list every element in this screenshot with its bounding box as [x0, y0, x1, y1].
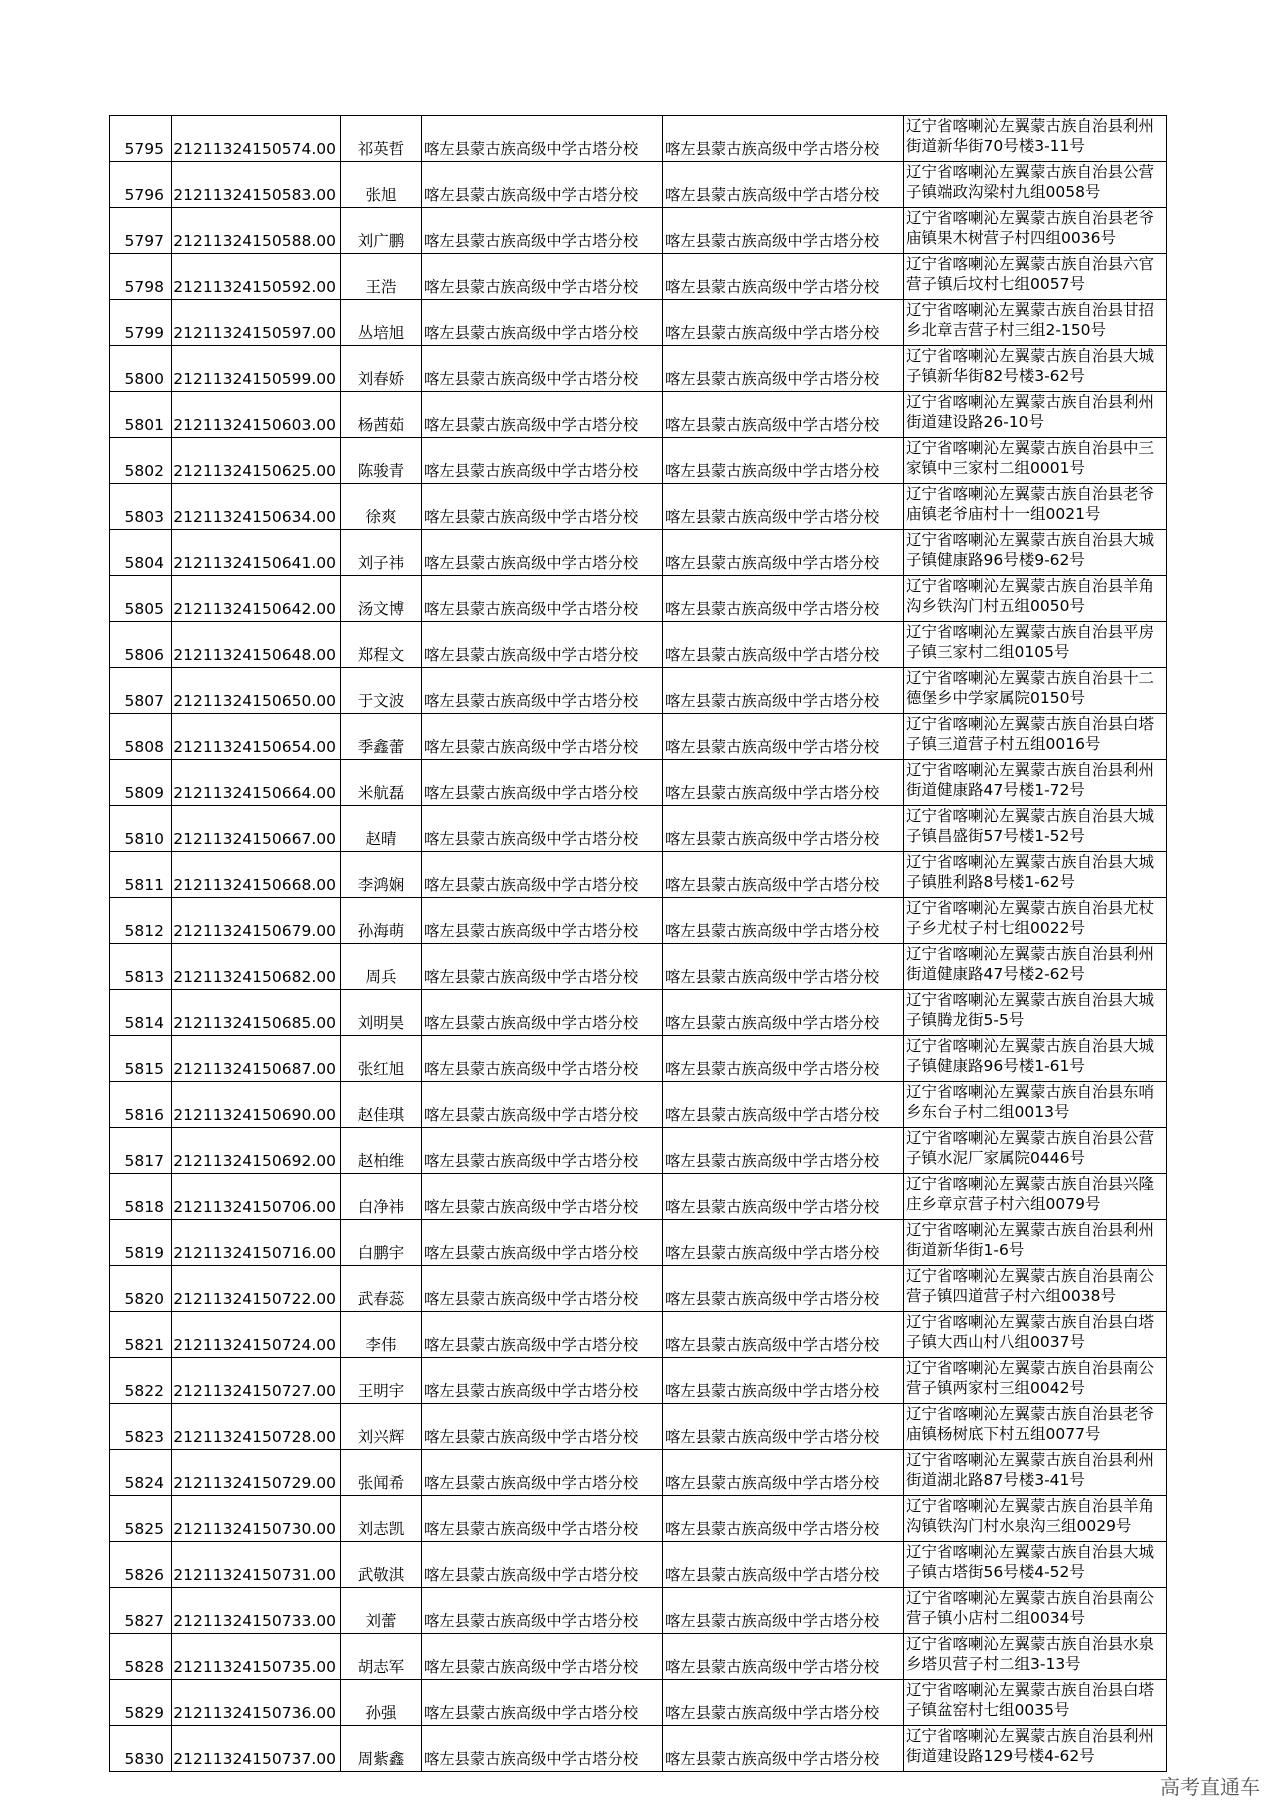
- graduating-school-cell: 喀左县蒙古族高级中学古塔分校: [422, 852, 663, 898]
- graduating-school-cell: 喀左县蒙古族高级中学古塔分校: [422, 1404, 663, 1450]
- address-cell: 辽宁省喀喇沁左翼蒙古族自治县甘招乡北章吉营子村三组2-150号: [904, 300, 1167, 346]
- graduating-school-cell: 喀左县蒙古族高级中学古塔分校: [422, 162, 663, 208]
- seq-cell: 5800: [110, 346, 172, 392]
- exam-id-cell: 21211324150641.00: [172, 530, 341, 576]
- seq-cell: 5805: [110, 576, 172, 622]
- graduating-school-cell: 喀左县蒙古族高级中学古塔分校: [422, 1588, 663, 1634]
- student-name-cell: 武敬淇: [341, 1542, 422, 1588]
- exam-id-cell: 21211324150733.00: [172, 1588, 341, 1634]
- admitted-school-cell: 喀左县蒙古族高级中学古塔分校: [663, 852, 904, 898]
- admitted-school-cell: 喀左县蒙古族高级中学古塔分校: [663, 208, 904, 254]
- admitted-school-cell: 喀左县蒙古族高级中学古塔分校: [663, 944, 904, 990]
- exam-id-cell: 21211324150731.00: [172, 1542, 341, 1588]
- exam-id-cell: 21211324150722.00: [172, 1266, 341, 1312]
- graduating-school-cell: 喀左县蒙古族高级中学古塔分校: [422, 1542, 663, 1588]
- admitted-school-cell: 喀左县蒙古族高级中学古塔分校: [663, 990, 904, 1036]
- student-name-cell: 刘春娇: [341, 346, 422, 392]
- address-cell: 辽宁省喀喇沁左翼蒙古族自治县公营子镇端政沟梁村九组0058号: [904, 162, 1167, 208]
- student-name-cell: 刘兴辉: [341, 1404, 422, 1450]
- graduating-school-cell: 喀左县蒙古族高级中学古塔分校: [422, 1726, 663, 1772]
- seq-cell: 5810: [110, 806, 172, 852]
- graduating-school-cell: 喀左县蒙古族高级中学古塔分校: [422, 1082, 663, 1128]
- student-name-cell: 赵柏维: [341, 1128, 422, 1174]
- exam-id-cell: 21211324150727.00: [172, 1358, 341, 1404]
- table-row: [110, 990, 1167, 1036]
- exam-id-cell: 21211324150730.00: [172, 1496, 341, 1542]
- admitted-school-cell: 喀左县蒙古族高级中学古塔分校: [663, 530, 904, 576]
- graduating-school-cell: 喀左县蒙古族高级中学古塔分校: [422, 668, 663, 714]
- graduating-school-cell: 喀左县蒙古族高级中学古塔分校: [422, 714, 663, 760]
- seq-cell: 5802: [110, 438, 172, 484]
- seq-cell: 5808: [110, 714, 172, 760]
- graduating-school-cell: 喀左县蒙古族高级中学古塔分校: [422, 944, 663, 990]
- admitted-school-cell: 喀左县蒙古族高级中学古塔分校: [663, 1174, 904, 1220]
- table-row: [110, 438, 1167, 484]
- admitted-school-cell: 喀左县蒙古族高级中学古塔分校: [663, 1680, 904, 1726]
- admitted-school-cell: 喀左县蒙古族高级中学古塔分校: [663, 116, 904, 162]
- student-name-cell: 李鸿娴: [341, 852, 422, 898]
- table-row: [110, 668, 1167, 714]
- exam-id-cell: 21211324150737.00: [172, 1726, 341, 1772]
- student-name-cell: 刘广鹏: [341, 208, 422, 254]
- table-row: [110, 1634, 1167, 1680]
- exam-id-cell: 21211324150687.00: [172, 1036, 341, 1082]
- graduating-school-cell: 喀左县蒙古族高级中学古塔分校: [422, 300, 663, 346]
- table-row: [110, 898, 1167, 944]
- graduating-school-cell: 喀左县蒙古族高级中学古塔分校: [422, 346, 663, 392]
- address-cell: 辽宁省喀喇沁左翼蒙古族自治县利州街道健康路47号楼2-62号: [904, 944, 1167, 990]
- table-row: [110, 1036, 1167, 1082]
- address-cell: 辽宁省喀喇沁左翼蒙古族自治县六官营子镇后坟村七组0057号: [904, 254, 1167, 300]
- seq-cell: 5799: [110, 300, 172, 346]
- admitted-school-cell: 喀左县蒙古族高级中学古塔分校: [663, 1220, 904, 1266]
- address-cell: 辽宁省喀喇沁左翼蒙古族自治县老爷庙镇老爷庙村十一组0021号: [904, 484, 1167, 530]
- table-row: [110, 1358, 1167, 1404]
- student-name-cell: 刘志凯: [341, 1496, 422, 1542]
- student-name-cell: 祁英哲: [341, 116, 422, 162]
- exam-id-cell: 21211324150692.00: [172, 1128, 341, 1174]
- admitted-school-cell: 喀左县蒙古族高级中学古塔分校: [663, 1358, 904, 1404]
- graduating-school-cell: 喀左县蒙古族高级中学古塔分校: [422, 116, 663, 162]
- student-name-cell: 王明宇: [341, 1358, 422, 1404]
- exam-id-cell: 21211324150736.00: [172, 1680, 341, 1726]
- graduating-school-cell: 喀左县蒙古族高级中学古塔分校: [422, 898, 663, 944]
- graduating-school-cell: 喀左县蒙古族高级中学古塔分校: [422, 530, 663, 576]
- student-name-cell: 赵晴: [341, 806, 422, 852]
- table-row: [110, 622, 1167, 668]
- exam-id-cell: 21211324150634.00: [172, 484, 341, 530]
- admitted-school-cell: 喀左县蒙古族高级中学古塔分校: [663, 1082, 904, 1128]
- graduating-school-cell: 喀左县蒙古族高级中学古塔分校: [422, 1680, 663, 1726]
- seq-cell: 5809: [110, 760, 172, 806]
- student-name-cell: 赵佳琪: [341, 1082, 422, 1128]
- table-body: [110, 116, 1167, 1772]
- seq-cell: 5811: [110, 852, 172, 898]
- table-row: [110, 1404, 1167, 1450]
- seq-cell: 5796: [110, 162, 172, 208]
- table-row: [110, 944, 1167, 990]
- exam-id-cell: 21211324150667.00: [172, 806, 341, 852]
- graduating-school-cell: 喀左县蒙古族高级中学古塔分校: [422, 1128, 663, 1174]
- seq-cell: 5801: [110, 392, 172, 438]
- address-cell: 辽宁省喀喇沁左翼蒙古族自治县南公营子镇四道营子村六组0038号: [904, 1266, 1167, 1312]
- graduating-school-cell: 喀左县蒙古族高级中学古塔分校: [422, 806, 663, 852]
- seq-cell: 5825: [110, 1496, 172, 1542]
- address-cell: 辽宁省喀喇沁左翼蒙古族自治县大城子镇新华街82号楼3-62号: [904, 346, 1167, 392]
- seq-cell: 5815: [110, 1036, 172, 1082]
- exam-id-cell: 21211324150597.00: [172, 300, 341, 346]
- admitted-school-cell: 喀左县蒙古族高级中学古塔分校: [663, 484, 904, 530]
- graduating-school-cell: 喀左县蒙古族高级中学古塔分校: [422, 1174, 663, 1220]
- admitted-school-cell: 喀左县蒙古族高级中学古塔分校: [663, 254, 904, 300]
- table-row: [110, 714, 1167, 760]
- admitted-school-cell: 喀左县蒙古族高级中学古塔分校: [663, 346, 904, 392]
- table-row: [110, 392, 1167, 438]
- table-row: [110, 1542, 1167, 1588]
- table-row: [110, 530, 1167, 576]
- seq-cell: 5812: [110, 898, 172, 944]
- table-row: [110, 1588, 1167, 1634]
- seq-cell: 5823: [110, 1404, 172, 1450]
- admitted-school-cell: 喀左县蒙古族高级中学古塔分校: [663, 1634, 904, 1680]
- graduating-school-cell: 喀左县蒙古族高级中学古塔分校: [422, 576, 663, 622]
- graduating-school-cell: 喀左县蒙古族高级中学古塔分校: [422, 1036, 663, 1082]
- exam-id-cell: 21211324150679.00: [172, 898, 341, 944]
- exam-id-cell: 21211324150642.00: [172, 576, 341, 622]
- table-row: [110, 576, 1167, 622]
- seq-cell: 5797: [110, 208, 172, 254]
- seq-cell: 5830: [110, 1726, 172, 1772]
- address-cell: 辽宁省喀喇沁左翼蒙古族自治县兴隆庄乡章京营子村六组0079号: [904, 1174, 1167, 1220]
- seq-cell: 5827: [110, 1588, 172, 1634]
- table-row: [110, 1174, 1167, 1220]
- address-cell: 辽宁省喀喇沁左翼蒙古族自治县南公营子镇小店村二组0034号: [904, 1588, 1167, 1634]
- address-cell: 辽宁省喀喇沁左翼蒙古族自治县大城子镇健康路96号楼9-62号: [904, 530, 1167, 576]
- admitted-school-cell: 喀左县蒙古族高级中学古塔分校: [663, 1496, 904, 1542]
- exam-id-cell: 21211324150599.00: [172, 346, 341, 392]
- exam-id-cell: 21211324150592.00: [172, 254, 341, 300]
- student-name-cell: 陈骏青: [341, 438, 422, 484]
- table-row: [110, 1266, 1167, 1312]
- admitted-school-cell: 喀左县蒙古族高级中学古塔分校: [663, 1266, 904, 1312]
- address-cell: 辽宁省喀喇沁左翼蒙古族自治县老爷庙镇杨树底下村五组0077号: [904, 1404, 1167, 1450]
- admitted-school-cell: 喀左县蒙古族高级中学古塔分校: [663, 622, 904, 668]
- seq-cell: 5826: [110, 1542, 172, 1588]
- exam-id-cell: 21211324150728.00: [172, 1404, 341, 1450]
- student-name-cell: 刘子祎: [341, 530, 422, 576]
- table-row: [110, 346, 1167, 392]
- graduating-school-cell: 喀左县蒙古族高级中学古塔分校: [422, 760, 663, 806]
- student-name-cell: 李伟: [341, 1312, 422, 1358]
- student-table: [109, 115, 1167, 1772]
- student-name-cell: 张红旭: [341, 1036, 422, 1082]
- graduating-school-cell: 喀左县蒙古族高级中学古塔分校: [422, 1220, 663, 1266]
- exam-id-cell: 21211324150648.00: [172, 622, 341, 668]
- seq-cell: 5803: [110, 484, 172, 530]
- seq-cell: 5817: [110, 1128, 172, 1174]
- exam-id-cell: 21211324150706.00: [172, 1174, 341, 1220]
- address-cell: 辽宁省喀喇沁左翼蒙古族自治县平房子镇三家村二组0105号: [904, 622, 1167, 668]
- address-cell: 辽宁省喀喇沁左翼蒙古族自治县大城子镇昌盛街57号楼1-52号: [904, 806, 1167, 852]
- admitted-school-cell: 喀左县蒙古族高级中学古塔分校: [663, 438, 904, 484]
- student-name-cell: 刘蕾: [341, 1588, 422, 1634]
- admitted-school-cell: 喀左县蒙古族高级中学古塔分校: [663, 1312, 904, 1358]
- address-cell: 辽宁省喀喇沁左翼蒙古族自治县羊角沟镇铁沟门村水泉沟三组0029号: [904, 1496, 1167, 1542]
- graduating-school-cell: 喀左县蒙古族高级中学古塔分校: [422, 438, 663, 484]
- address-cell: 辽宁省喀喇沁左翼蒙古族自治县大城子镇胜利路8号楼1-62号: [904, 852, 1167, 898]
- admitted-school-cell: 喀左县蒙古族高级中学古塔分校: [663, 392, 904, 438]
- graduating-school-cell: 喀左县蒙古族高级中学古塔分校: [422, 1312, 663, 1358]
- table-row: [110, 1680, 1167, 1726]
- address-cell: 辽宁省喀喇沁左翼蒙古族自治县大城子镇健康路96号楼1-61号: [904, 1036, 1167, 1082]
- seq-cell: 5829: [110, 1680, 172, 1726]
- admitted-school-cell: 喀左县蒙古族高级中学古塔分校: [663, 1036, 904, 1082]
- admitted-school-cell: 喀左县蒙古族高级中学古塔分校: [663, 806, 904, 852]
- student-name-cell: 白净祎: [341, 1174, 422, 1220]
- address-cell: 辽宁省喀喇沁左翼蒙古族自治县南公营子镇两家村三组0042号: [904, 1358, 1167, 1404]
- address-cell: 辽宁省喀喇沁左翼蒙古族自治县大城子镇古塔街56号楼4-52号: [904, 1542, 1167, 1588]
- exam-id-cell: 21211324150574.00: [172, 116, 341, 162]
- student-name-cell: 郑程文: [341, 622, 422, 668]
- watermark: 高考直通车: [1160, 1775, 1260, 1799]
- address-cell: 辽宁省喀喇沁左翼蒙古族自治县十二德堡乡中学家属院0150号: [904, 668, 1167, 714]
- student-name-cell: 徐爽: [341, 484, 422, 530]
- table-row: [110, 116, 1167, 162]
- seq-cell: 5795: [110, 116, 172, 162]
- seq-cell: 5828: [110, 1634, 172, 1680]
- address-cell: 辽宁省喀喇沁左翼蒙古族自治县利州街道新华街70号楼3-11号: [904, 116, 1167, 162]
- exam-id-cell: 21211324150724.00: [172, 1312, 341, 1358]
- address-cell: 辽宁省喀喇沁左翼蒙古族自治县白塔子镇大西山村八组0037号: [904, 1312, 1167, 1358]
- exam-id-cell: 21211324150682.00: [172, 944, 341, 990]
- admitted-school-cell: 喀左县蒙古族高级中学古塔分校: [663, 300, 904, 346]
- table-row: [110, 760, 1167, 806]
- student-name-cell: 于文波: [341, 668, 422, 714]
- admitted-school-cell: 喀左县蒙古族高级中学古塔分校: [663, 1404, 904, 1450]
- address-cell: 辽宁省喀喇沁左翼蒙古族自治县尤杖子乡尤杖子村七组0022号: [904, 898, 1167, 944]
- seq-cell: 5798: [110, 254, 172, 300]
- seq-cell: 5806: [110, 622, 172, 668]
- address-cell: 辽宁省喀喇沁左翼蒙古族自治县中三家镇中三家村二组0001号: [904, 438, 1167, 484]
- seq-cell: 5813: [110, 944, 172, 990]
- graduating-school-cell: 喀左县蒙古族高级中学古塔分校: [422, 1450, 663, 1496]
- seq-cell: 5814: [110, 990, 172, 1036]
- seq-cell: 5818: [110, 1174, 172, 1220]
- student-name-cell: 丛培旭: [341, 300, 422, 346]
- exam-id-cell: 21211324150668.00: [172, 852, 341, 898]
- graduating-school-cell: 喀左县蒙古族高级中学古塔分校: [422, 990, 663, 1036]
- exam-id-cell: 21211324150583.00: [172, 162, 341, 208]
- address-cell: 辽宁省喀喇沁左翼蒙古族自治县公营子镇水泥厂家属院0446号: [904, 1128, 1167, 1174]
- address-cell: 辽宁省喀喇沁左翼蒙古族自治县羊角沟乡铁沟门村五组0050号: [904, 576, 1167, 622]
- admitted-school-cell: 喀左县蒙古族高级中学古塔分校: [663, 898, 904, 944]
- exam-id-cell: 21211324150729.00: [172, 1450, 341, 1496]
- address-cell: 辽宁省喀喇沁左翼蒙古族自治县利州街道新华街1-6号: [904, 1220, 1167, 1266]
- admitted-school-cell: 喀左县蒙古族高级中学古塔分校: [663, 1588, 904, 1634]
- table-row: [110, 254, 1167, 300]
- seq-cell: 5819: [110, 1220, 172, 1266]
- student-name-cell: 孙海萌: [341, 898, 422, 944]
- exam-id-cell: 21211324150654.00: [172, 714, 341, 760]
- table-row: [110, 1450, 1167, 1496]
- student-name-cell: 白鹏宇: [341, 1220, 422, 1266]
- table-row: [110, 300, 1167, 346]
- student-name-cell: 汤文博: [341, 576, 422, 622]
- seq-cell: 5822: [110, 1358, 172, 1404]
- student-name-cell: 周兵: [341, 944, 422, 990]
- exam-id-cell: 21211324150690.00: [172, 1082, 341, 1128]
- student-name-cell: 孙强: [341, 1680, 422, 1726]
- exam-id-cell: 21211324150716.00: [172, 1220, 341, 1266]
- table-row: [110, 1128, 1167, 1174]
- table-row: [110, 484, 1167, 530]
- graduating-school-cell: 喀左县蒙古族高级中学古塔分校: [422, 1266, 663, 1312]
- exam-id-cell: 21211324150603.00: [172, 392, 341, 438]
- admitted-school-cell: 喀左县蒙古族高级中学古塔分校: [663, 1450, 904, 1496]
- graduating-school-cell: 喀左县蒙古族高级中学古塔分校: [422, 1634, 663, 1680]
- address-cell: 辽宁省喀喇沁左翼蒙古族自治县老爷庙镇果木树营子村四组0036号: [904, 208, 1167, 254]
- graduating-school-cell: 喀左县蒙古族高级中学古塔分校: [422, 622, 663, 668]
- exam-id-cell: 21211324150685.00: [172, 990, 341, 1036]
- admitted-school-cell: 喀左县蒙古族高级中学古塔分校: [663, 760, 904, 806]
- admitted-school-cell: 喀左县蒙古族高级中学古塔分校: [663, 162, 904, 208]
- graduating-school-cell: 喀左县蒙古族高级中学古塔分校: [422, 208, 663, 254]
- address-cell: 辽宁省喀喇沁左翼蒙古族自治县水泉乡塔贝营子村二组3-13号: [904, 1634, 1167, 1680]
- student-name-cell: 武春蕊: [341, 1266, 422, 1312]
- table-row: [110, 852, 1167, 898]
- student-name-cell: 周紫鑫: [341, 1726, 422, 1772]
- admitted-school-cell: 喀左县蒙古族高级中学古塔分校: [663, 1726, 904, 1772]
- admitted-school-cell: 喀左县蒙古族高级中学古塔分校: [663, 1542, 904, 1588]
- address-cell: 辽宁省喀喇沁左翼蒙古族自治县利州街道湖北路87号楼3-41号: [904, 1450, 1167, 1496]
- exam-id-cell: 21211324150650.00: [172, 668, 341, 714]
- exam-id-cell: 21211324150588.00: [172, 208, 341, 254]
- student-name-cell: 季鑫蕾: [341, 714, 422, 760]
- address-cell: 辽宁省喀喇沁左翼蒙古族自治县白塔子镇三道营子村五组0016号: [904, 714, 1167, 760]
- admitted-school-cell: 喀左县蒙古族高级中学古塔分校: [663, 1128, 904, 1174]
- exam-id-cell: 21211324150735.00: [172, 1634, 341, 1680]
- address-cell: 辽宁省喀喇沁左翼蒙古族自治县大城子镇腾龙街5-5号: [904, 990, 1167, 1036]
- seq-cell: 5816: [110, 1082, 172, 1128]
- graduating-school-cell: 喀左县蒙古族高级中学古塔分校: [422, 1496, 663, 1542]
- graduating-school-cell: 喀左县蒙古族高级中学古塔分校: [422, 254, 663, 300]
- admitted-school-cell: 喀左县蒙古族高级中学古塔分校: [663, 576, 904, 622]
- table-row: [110, 162, 1167, 208]
- address-cell: 辽宁省喀喇沁左翼蒙古族自治县利州街道建设路129号楼4-62号: [904, 1726, 1167, 1772]
- table-row: [110, 1082, 1167, 1128]
- address-cell: 辽宁省喀喇沁左翼蒙古族自治县东哨乡东台子村二组0013号: [904, 1082, 1167, 1128]
- seq-cell: 5821: [110, 1312, 172, 1358]
- table-row: [110, 806, 1167, 852]
- graduating-school-cell: 喀左县蒙古族高级中学古塔分校: [422, 1358, 663, 1404]
- graduating-school-cell: 喀左县蒙古族高级中学古塔分校: [422, 392, 663, 438]
- student-name-cell: 杨茜茹: [341, 392, 422, 438]
- student-name-cell: 胡志军: [341, 1634, 422, 1680]
- student-name-cell: 张闻希: [341, 1450, 422, 1496]
- graduating-school-cell: 喀左县蒙古族高级中学古塔分校: [422, 484, 663, 530]
- address-cell: 辽宁省喀喇沁左翼蒙古族自治县利州街道健康路47号楼1-72号: [904, 760, 1167, 806]
- admitted-school-cell: 喀左县蒙古族高级中学古塔分校: [663, 714, 904, 760]
- table-row: [110, 208, 1167, 254]
- exam-id-cell: 21211324150664.00: [172, 760, 341, 806]
- student-name-cell: 刘明昊: [341, 990, 422, 1036]
- seq-cell: 5804: [110, 530, 172, 576]
- address-cell: 辽宁省喀喇沁左翼蒙古族自治县利州街道建设路26-10号: [904, 392, 1167, 438]
- student-name-cell: 米航磊: [341, 760, 422, 806]
- student-name-cell: 张旭: [341, 162, 422, 208]
- seq-cell: 5824: [110, 1450, 172, 1496]
- table-row: [110, 1496, 1167, 1542]
- admitted-school-cell: 喀左县蒙古族高级中学古塔分校: [663, 668, 904, 714]
- seq-cell: 5820: [110, 1266, 172, 1312]
- seq-cell: 5807: [110, 668, 172, 714]
- table-row: [110, 1312, 1167, 1358]
- address-cell: 辽宁省喀喇沁左翼蒙古族自治县白塔子镇盆窑村七组0035号: [904, 1680, 1167, 1726]
- table-row: [110, 1726, 1167, 1772]
- student-name-cell: 王浩: [341, 254, 422, 300]
- exam-id-cell: 21211324150625.00: [172, 438, 341, 484]
- table-row: [110, 1220, 1167, 1266]
